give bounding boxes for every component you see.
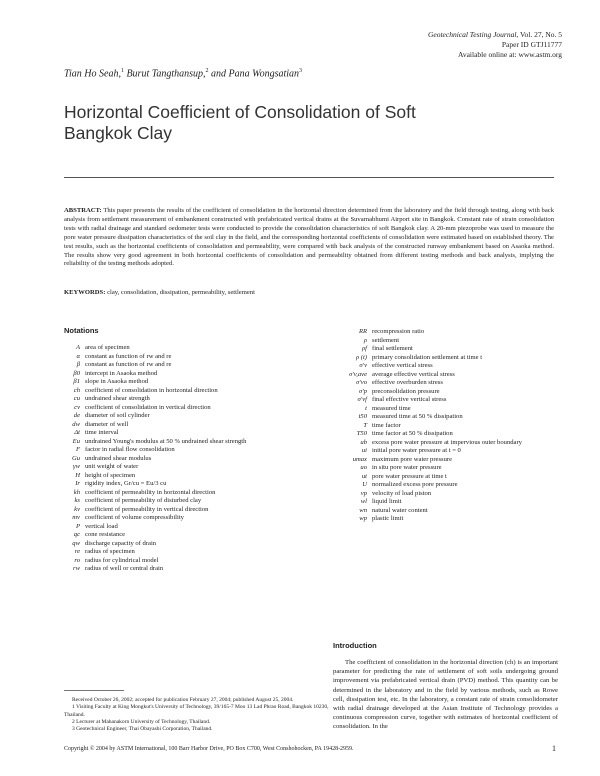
notation-symbol: vp bbox=[360, 489, 367, 497]
notation-symbol: cu bbox=[73, 395, 80, 402]
notation-row bbox=[332, 379, 557, 388]
notation-row bbox=[60, 455, 330, 464]
notation-symbol: mv bbox=[72, 514, 80, 521]
notation-definition: time interval bbox=[85, 429, 119, 436]
notation-row bbox=[332, 413, 557, 422]
notation-row bbox=[332, 337, 557, 346]
notation-symbol: Δt bbox=[74, 429, 80, 436]
notation-definition: normalized excess pore pressure bbox=[372, 481, 458, 488]
notation-symbol: t50 bbox=[358, 413, 367, 420]
notation-row bbox=[332, 456, 557, 465]
notation-symbol: qw bbox=[72, 539, 80, 547]
notation-definition: discharge capacity of drain bbox=[85, 539, 157, 547]
notation-symbol: Ir bbox=[75, 480, 80, 487]
notation-row bbox=[332, 498, 557, 507]
notation-symbol: Eu bbox=[72, 437, 80, 445]
notation-definition: pore water pressure at time t bbox=[372, 472, 447, 480]
notation-row bbox=[332, 362, 557, 371]
notation-definition: height of specimen bbox=[85, 471, 136, 479]
notation-definition: plastic limit bbox=[372, 515, 404, 522]
notation-definition: diameter of soil cylinder bbox=[85, 412, 150, 419]
notation-definition: cone resistance bbox=[85, 531, 126, 538]
notation-symbol: ρ bbox=[363, 336, 367, 344]
notation-row bbox=[60, 387, 330, 396]
notation-definition: time factor bbox=[372, 421, 401, 429]
notation-row bbox=[332, 490, 557, 499]
footnote-3: 3 Geotechnical Engineer, Thai Obayashi Corporation, Thailand. bbox=[72, 726, 213, 733]
footnote-received: Received October 26, 2002; accepted for publication February 27, 2004; published August 25, 2004. bbox=[72, 697, 294, 703]
abstract-text: This paper presents the results of the coefficient of consolidation in the horizontal direction determined from the laboratory and the field through testing, along with back analysis from settlement measurement of embankment constructed with prefabricated vertical drains at the Suvarnabhumi Airport site in Bangkok. Constant rate of strain consolidation tests with radial drainage and standard oedometer tests were conducted to provide the consolidation characteristics of soft Bangkok clay. A 20-mm piezoprobe was used to measure the pore water pressure dissipation characteristics of the soil clay in the field, and the corresponding horizontal coefficients of consolidation were estimated based on established theory. The test results, such as the horizontal coefficients of consolidation and permeability, were compared with back analysis of the constructed runway embankment based on Asaoka method. The results show very good agreement in both horizontal coefficients of consolidation and permeability obtained from different testing methods and back analysis, implying the reliability of the testing methods adopted. bbox=[64, 207, 555, 268]
notation-symbol: ut bbox=[361, 472, 367, 480]
notation-row bbox=[60, 395, 330, 404]
notation-symbol: σ′v,ave bbox=[349, 370, 367, 378]
notation-definition: final settlement bbox=[372, 345, 413, 352]
notation-symbol: Gu bbox=[71, 454, 80, 462]
notation-row bbox=[60, 489, 330, 498]
paper-id: Paper ID GTJ11777 bbox=[501, 40, 562, 49]
notation-definition: coefficient of permeability of disturbed clay bbox=[85, 497, 202, 504]
notation-definition: intercept in Asaoka method bbox=[85, 369, 158, 377]
notation-definition: effective vertical stress bbox=[372, 362, 433, 369]
available-online: Available online at: www.astm.org bbox=[457, 50, 562, 59]
notation-row bbox=[60, 531, 330, 540]
notation-symbol: F bbox=[75, 446, 80, 453]
notation-symbol: σ′p bbox=[359, 387, 367, 395]
notation-row bbox=[60, 446, 330, 455]
journal-volume: , Vol. 27, No. 5 bbox=[516, 30, 562, 39]
notation-definition: coefficient of consolidation in vertical direction bbox=[85, 403, 211, 411]
notation-definition: undrained shear modulus bbox=[85, 454, 152, 462]
notation-row bbox=[60, 404, 330, 413]
notation-symbol: rw bbox=[73, 565, 80, 572]
notation-definition: undrained shear strength bbox=[85, 395, 150, 402]
notation-symbol: U bbox=[362, 481, 367, 488]
notation-row bbox=[332, 481, 557, 490]
notation-row bbox=[60, 421, 330, 430]
notation-definition: coefficient of permeability in horizontal direction bbox=[85, 488, 216, 496]
notation-symbol: σ′vf bbox=[357, 396, 367, 403]
journal-name: Geotechnical Testing Journal bbox=[427, 30, 517, 39]
notation-definition: measured time bbox=[372, 404, 411, 412]
notation-definition: diameter of well bbox=[85, 420, 129, 428]
footnote-1: 1 Visiting Faculty at King Mongkut's University of Technology, 39/165-7 Moo 13 Lad Phrao Road, Bangkok 10230, Thailand. bbox=[64, 704, 329, 718]
introduction-heading: Introduction bbox=[333, 641, 377, 650]
paper-title: Horizontal Coefficient of Consolidation of Soft Bangkok Clay bbox=[64, 102, 416, 143]
notation-row bbox=[60, 463, 330, 472]
notation-symbol: T bbox=[363, 421, 367, 429]
notation-symbol: ub bbox=[360, 438, 367, 446]
notation-row bbox=[60, 429, 330, 438]
notation-definition: excess pore water pressure at impervious outer boundary bbox=[372, 438, 522, 446]
notation-symbol: σ′v bbox=[359, 362, 367, 369]
notation-symbol: H bbox=[75, 471, 80, 479]
author-3-affil: 3 bbox=[299, 68, 303, 74]
notation-row bbox=[332, 439, 557, 448]
notation-definition: radius of specimen bbox=[85, 548, 135, 555]
notation-definition: time factor at 50 % dissipation bbox=[372, 430, 453, 437]
notation-row bbox=[60, 565, 330, 574]
notation-symbol: ui bbox=[361, 447, 367, 454]
notation-symbol: t bbox=[365, 404, 367, 412]
notation-definition: coefficient of consolidation in horizontal direction bbox=[85, 386, 218, 394]
notation-definition: coefficient of permeability in vertical direction bbox=[85, 505, 209, 513]
footnote-2: 2 Lecturer at Mahanakorn University of Technology, Thailand. bbox=[72, 718, 211, 725]
notation-row bbox=[60, 523, 330, 532]
notation-definition: in situ pore water pressure bbox=[372, 464, 442, 471]
notation-row bbox=[332, 405, 557, 414]
notation-symbol: β1 bbox=[73, 378, 80, 385]
abstract-label: ABSTRACT: bbox=[64, 207, 102, 214]
notation-definition: coefficient of volume compressibility bbox=[85, 514, 184, 521]
notation-row bbox=[332, 345, 557, 354]
notation-symbol: wn bbox=[359, 506, 367, 514]
notation-row bbox=[60, 514, 330, 523]
notation-row bbox=[332, 371, 557, 380]
notation-row bbox=[332, 354, 557, 363]
footnotes bbox=[64, 697, 334, 733]
notation-definition: primary consolidation settlement at time t bbox=[372, 353, 483, 361]
notation-row bbox=[60, 438, 330, 447]
notation-definition: preconsolidation pressure bbox=[372, 387, 440, 395]
notation-symbol: α bbox=[76, 352, 80, 360]
notation-definition: initial pore water pressure at t = 0 bbox=[372, 447, 461, 454]
notation-definition: liquid limit bbox=[372, 498, 402, 505]
notation-definition: effective overburden stress bbox=[372, 379, 443, 386]
notation-row bbox=[332, 447, 557, 456]
notation-symbol: T50 bbox=[356, 430, 367, 437]
notation-definition: rigidity index, Gr/cu = Eu/3 cu bbox=[85, 480, 167, 487]
notation-row bbox=[332, 473, 557, 482]
introduction-text: The coefficient of consolidation in the horizontal direction (ch) is an important parameter for predicting the rate of settlement of soft soils undergoing ground improvement via prefabricated vertical drain (PVD) method. This quantity can be determined in the laboratory and in the field by various methods, such as Rowe cell, dissipation test, etc. In the laboratory, a constant rate of strain consolidometer with radial drainage developed at the Asian Institute of Technology provides a continuous compression curve, together with estimates of horizontal coefficient of consolidation. In the bbox=[333, 659, 558, 731]
author-list bbox=[64, 68, 302, 79]
notation-symbol: P bbox=[75, 522, 80, 530]
notation-symbol: qc bbox=[73, 531, 80, 538]
notation-definition: final effective vertical stress bbox=[372, 396, 447, 403]
notation-definition: radius of well or central drain bbox=[85, 565, 164, 572]
page-number: 1 bbox=[552, 744, 556, 753]
notation-symbol: β bbox=[76, 361, 80, 368]
notation-row bbox=[332, 507, 557, 516]
notation-symbol: γw bbox=[73, 463, 80, 470]
notation-definition: area of specimen bbox=[85, 344, 130, 351]
notation-symbol: RR bbox=[358, 328, 367, 335]
notation-row bbox=[60, 557, 330, 566]
notation-definition: constant as function of rw and re bbox=[85, 352, 172, 360]
notation-row bbox=[332, 515, 557, 524]
notation-symbol: ro bbox=[74, 556, 80, 564]
notation-definition: constant as function of rw and re bbox=[85, 361, 172, 368]
notation-symbol: A bbox=[75, 344, 80, 351]
notation-row bbox=[60, 353, 330, 362]
notation-definition: slope in Asaoka method bbox=[85, 378, 149, 385]
notation-definition: velocity of load piston bbox=[372, 489, 432, 497]
notation-definition: unit weight of water bbox=[85, 463, 139, 470]
notation-symbol: re bbox=[74, 548, 80, 555]
notation-row bbox=[60, 480, 330, 489]
notation-row bbox=[60, 497, 330, 506]
abstract bbox=[64, 207, 554, 269]
notation-symbol: ρf bbox=[362, 345, 367, 352]
notation-row bbox=[60, 378, 330, 387]
notation-row bbox=[60, 548, 330, 557]
author-3: and Pana Wongsatian bbox=[211, 68, 300, 80]
notation-definition: settlement bbox=[372, 336, 400, 344]
copyright: Copyright © 2004 by ASTM International, 100 Barr Harbor Drive, PO Box C700, West Conshohocken, PA 19428-2959. bbox=[64, 746, 354, 752]
notation-row bbox=[332, 396, 557, 405]
notation-definition: undrained Young's modulus at 50 % undrained shear strength bbox=[85, 437, 247, 445]
notation-definition: natural water content bbox=[372, 506, 428, 514]
notation-symbol: kh bbox=[73, 488, 80, 496]
notations-right-list bbox=[332, 328, 557, 524]
notation-definition: factor in radial flow consolidation bbox=[85, 446, 175, 453]
keywords-label: KEYWORDS: bbox=[64, 289, 106, 296]
notation-definition: measured time at 50 % dissipation bbox=[372, 413, 463, 420]
notation-symbol: wl bbox=[360, 498, 367, 505]
notation-row bbox=[60, 370, 330, 379]
notation-symbol: β0 bbox=[73, 369, 80, 377]
notation-symbol: ρ (t) bbox=[355, 353, 367, 361]
notation-row bbox=[60, 344, 330, 353]
notation-symbol: ks bbox=[74, 497, 80, 504]
notation-symbol: kv bbox=[74, 505, 80, 513]
notation-symbol: umax bbox=[352, 455, 367, 463]
notation-definition: radius for cylindrical model bbox=[85, 556, 159, 564]
notation-symbol: σ′vo bbox=[356, 379, 367, 386]
notation-row bbox=[60, 540, 330, 549]
notation-definition: maximum pore water pressure bbox=[372, 455, 453, 463]
notation-row bbox=[60, 506, 330, 515]
notation-symbol: cv bbox=[74, 403, 80, 411]
notation-row bbox=[332, 430, 557, 439]
notations-heading: Notations bbox=[64, 326, 99, 335]
notations-left-list bbox=[60, 344, 330, 574]
author-2-affil: 2 bbox=[205, 68, 209, 74]
author-2: Burut Tangthansup, bbox=[126, 68, 206, 80]
footnote-rule bbox=[64, 690, 124, 691]
notation-row bbox=[60, 412, 330, 421]
notation-row bbox=[332, 388, 557, 397]
notation-symbol: wp bbox=[359, 515, 367, 522]
notation-row bbox=[332, 328, 557, 337]
keywords-text: clay, consolidation, dissipation, permeability, settlement bbox=[107, 289, 255, 296]
title-rule bbox=[64, 177, 554, 178]
notation-row bbox=[332, 464, 557, 473]
author-1-affil: 1 bbox=[120, 68, 124, 74]
notation-definition: recompression ratio bbox=[372, 328, 425, 335]
notation-definition: average effective vertical stress bbox=[372, 370, 455, 378]
notation-symbol: uo bbox=[360, 464, 367, 471]
author-1: Tian Ho Seah, bbox=[64, 68, 121, 80]
journal-header bbox=[428, 30, 562, 60]
notation-row bbox=[60, 472, 330, 481]
notation-row bbox=[60, 361, 330, 370]
notation-row bbox=[332, 422, 557, 431]
notation-definition: vertical load bbox=[85, 522, 118, 530]
notation-symbol: ch bbox=[73, 386, 80, 394]
keywords bbox=[64, 289, 255, 296]
notation-symbol: de bbox=[73, 412, 80, 419]
notation-symbol: dw bbox=[72, 420, 80, 428]
